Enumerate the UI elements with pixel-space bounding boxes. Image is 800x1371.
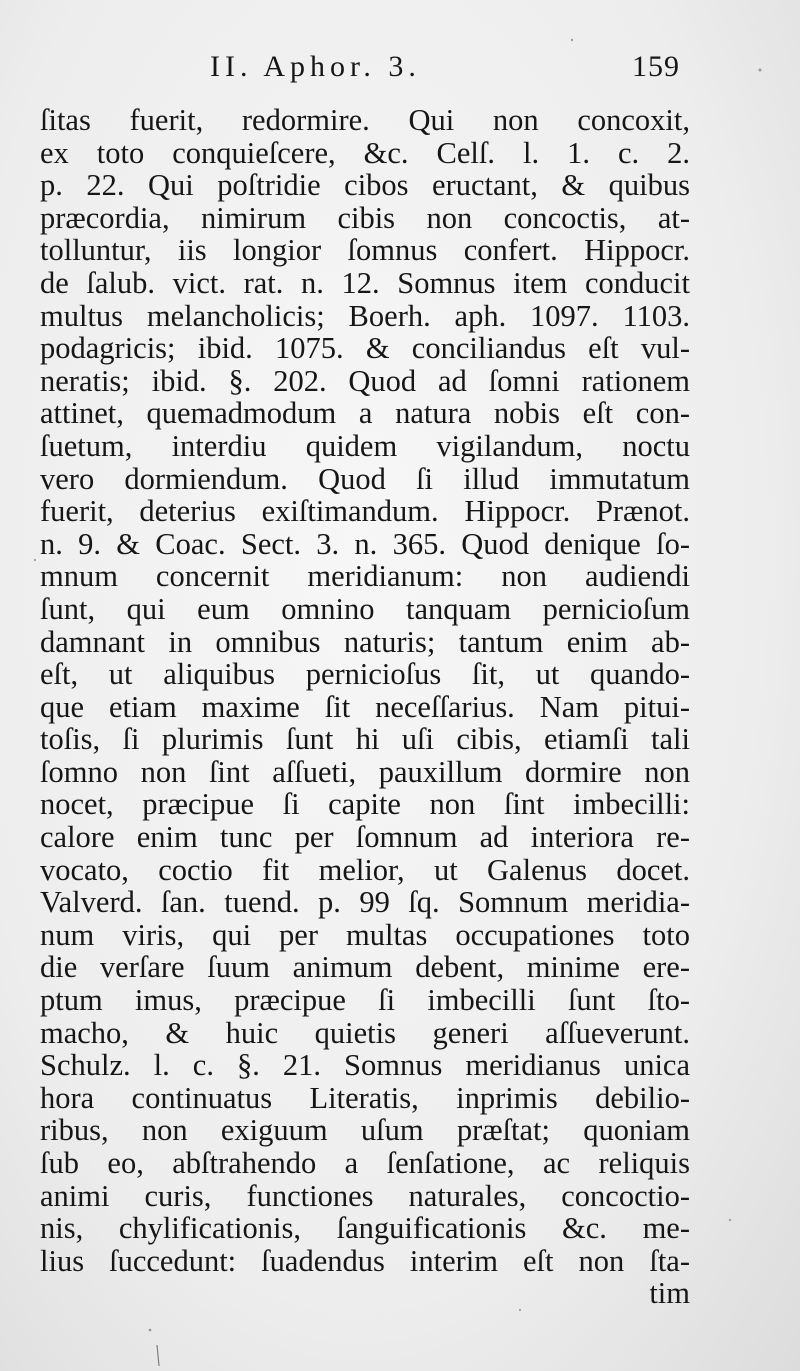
text-line: die verſare ſuum animum debent, minime ere-	[40, 950, 690, 985]
text-line: podagricis; ibid. 1075. & conciliandus eſt vul-	[40, 331, 690, 366]
text-line: ex toto conquieſcere, &c. Celſ. l. 1. c. 2.	[40, 135, 690, 170]
text-line: hora continuatus Literatis, inprimis debilio-	[40, 1080, 690, 1115]
text-line: ſub eo, abſtrahendo a ſenſatione, ac reliquis	[40, 1146, 690, 1180]
text-line: macho, & huic quietis generi aſſueverunt.	[40, 1015, 690, 1050]
text-line: vero dormiendum. Quod ſi illud immutatum	[40, 461, 690, 496]
text-line: lius ſuccedunt: ſuadendus interim eſt non ſta-	[40, 1243, 690, 1278]
body-text	[40, 104, 690, 1310]
text-line: Schulz. l. c. §. 21. Somnus meridianus unica	[40, 1048, 690, 1083]
text-line: ptum imus, præcipue ſi imbecilli ſunt ſto-	[40, 983, 690, 1018]
text-line: mnum concernit meridianum: non audiendi	[40, 559, 690, 594]
text-line: p. 22. Qui poſtridie cibos eructant, & quibus	[40, 168, 690, 203]
text-line: damnant in omnibus naturis; tantum enim ab-	[40, 624, 690, 659]
text-line: ſitas fuerit, redormire. Qui non concoxit,	[40, 103, 690, 137]
text-line: eſt, ut aliquibus pernicioſus ſit, ut quando-	[40, 657, 690, 692]
text-line: ſunt, qui eum omnino tanquam pernicioſum	[40, 591, 690, 626]
page-number: 159	[632, 50, 680, 83]
text-line: ſomno non ſint aſſueti, pauxillum dormire non	[40, 754, 690, 789]
text-line: calore enim tunc per ſomnum ad interiora re-	[40, 820, 690, 855]
running-head	[210, 50, 690, 90]
text-line: n. 9. & Coac. Sect. 3. n. 365. Quod denique ſo-	[40, 526, 690, 561]
text-line: de ſalub. vict. rat. n. 12. Somnus item conducit	[40, 265, 690, 300]
text-line: præcordia, nimirum cibis non concoctis, at-	[40, 200, 690, 235]
text-line: num viris, qui per multas occupationes toto	[40, 917, 690, 952]
text-line: vocato, coctio fit melior, ut Galenus docet.	[40, 852, 690, 887]
text-line: nocet, præcipue ſi capite non ſint imbecilli:	[40, 787, 690, 822]
text-line: fuerit, deterius exiſtimandum. Hippocr. Prænot.	[40, 494, 690, 529]
catchword: tim	[649, 1276, 690, 1311]
text-line: tolluntur, iis longior ſomnus confert. Hippocr.	[40, 233, 690, 268]
text-line: neratis; ibid. §. 202. Quod ad ſomni rationem	[40, 363, 690, 398]
text-line: nis, chylificationis, ſanguificationis &c. me-	[40, 1211, 690, 1246]
text-line: que etiam maxime ſit neceſſarius. Nam pitui-	[40, 689, 690, 724]
text-line: Valverd. ſan. tuend. p. 99 ſq. Somnum meridia-	[40, 885, 690, 920]
text-line: ribus, non exiguum uſum præſtat; quoniam	[40, 1113, 690, 1148]
text-line: multus melancholicis; Boerh. aph. 1097. 1103.	[40, 298, 690, 333]
running-title: II. Aphor. 3.	[210, 50, 421, 83]
text-line: animi curis, functiones naturales, concoctio-	[40, 1178, 690, 1213]
text-line: ſuetum, interdiu quidem vigilandum, noctu	[40, 428, 690, 463]
text-line: toſis, ſi plurimis ſunt hi uſi cibis, etiamſi tali	[40, 722, 690, 757]
text-line: attinet, quemadmodum a natura nobis eſt con-	[40, 396, 690, 431]
